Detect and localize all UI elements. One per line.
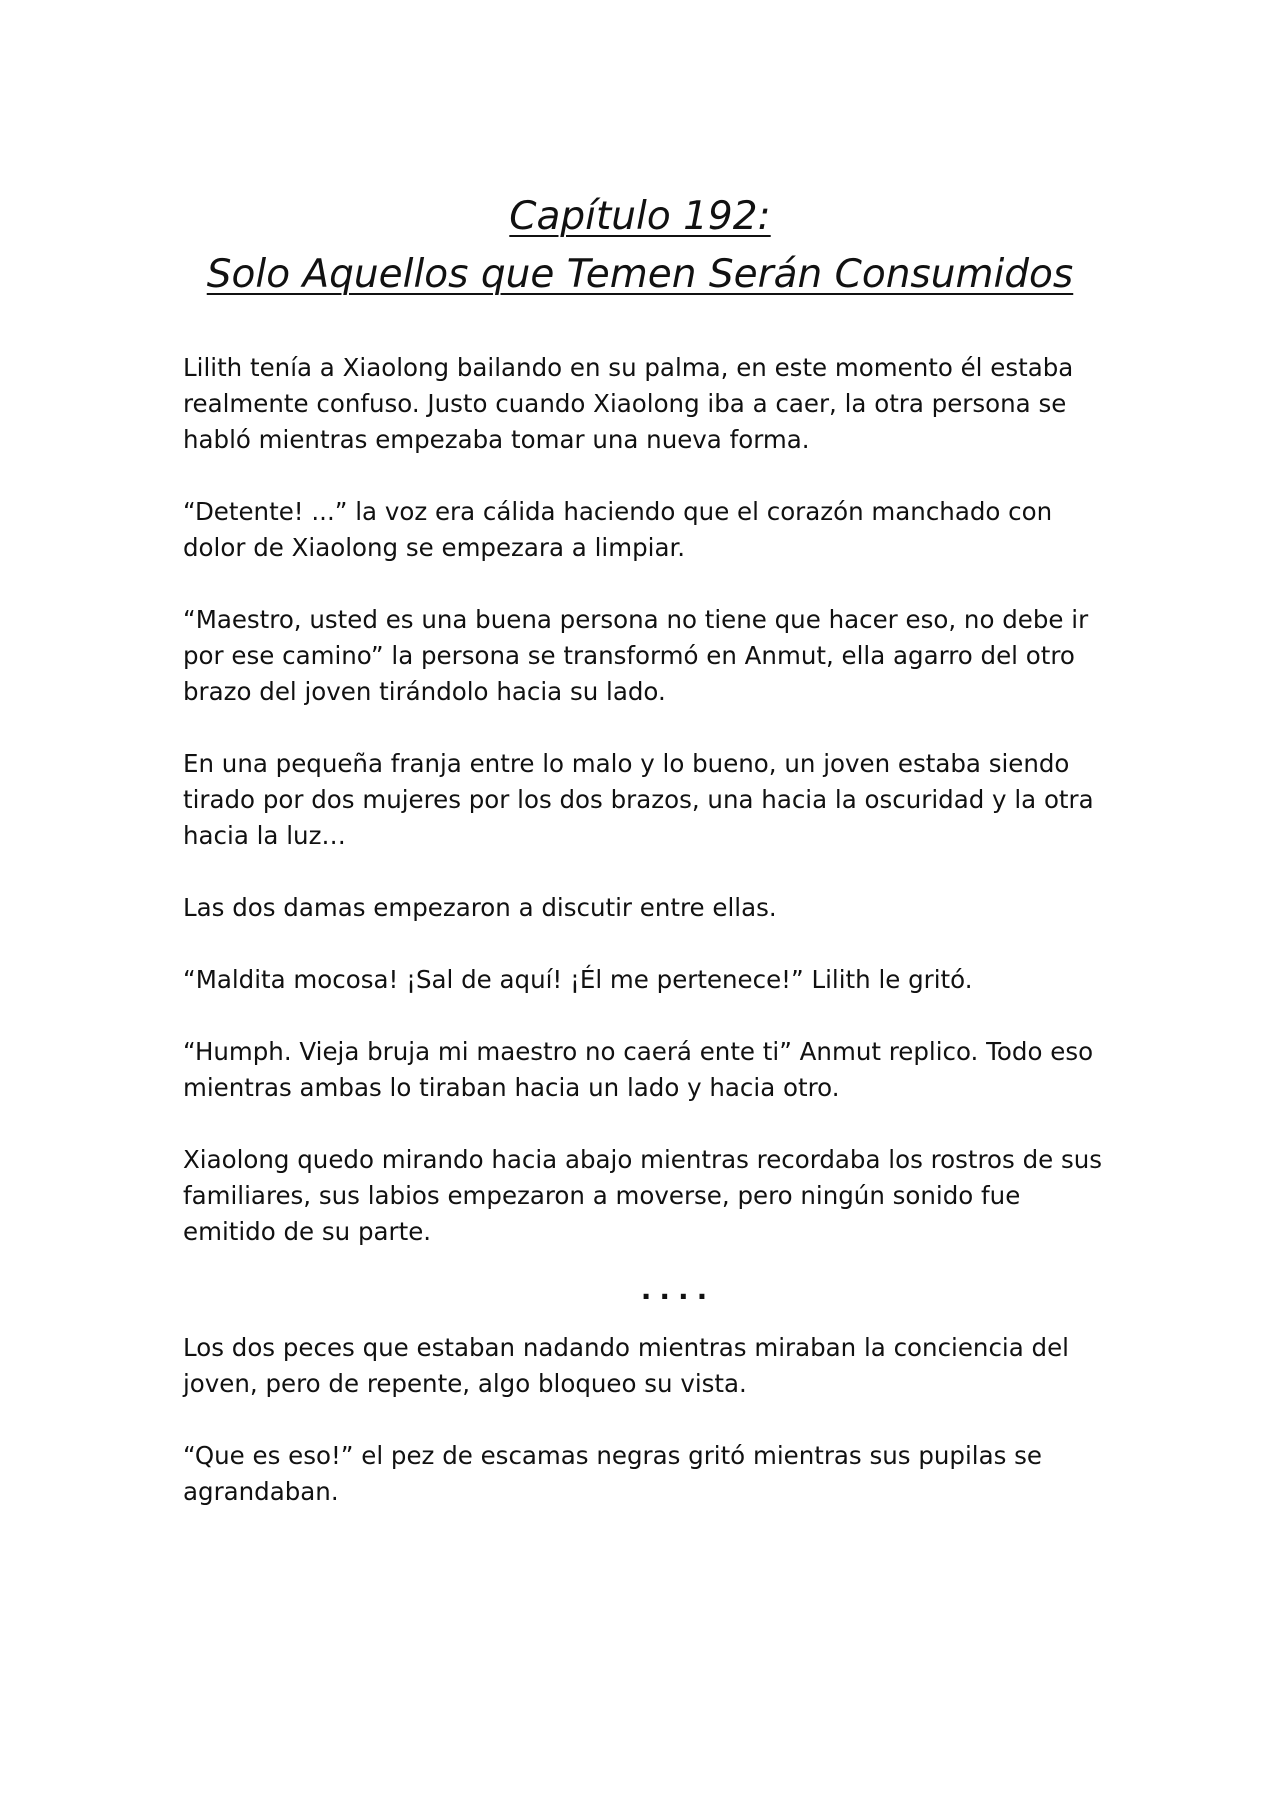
- scene-separator: ....: [640, 1273, 716, 1306]
- paragraph: En una pequeña franja entre lo malo y lo bueno, un joven estaba siendo tirado por dos mujeres por los dos brazos, una hacia la oscuridad y la otra hacia la luz…: [183, 749, 1094, 850]
- chapter-body: [183, 350, 1113, 1546]
- chapter-number: Capítulo 192:: [509, 194, 771, 239]
- paragraph: “Maldita mocosa! ¡Sal de aquí! ¡Él me pertenece!” Lilith le gritó.: [183, 965, 973, 994]
- paragraph: Las dos damas empezaron a discutir entre ellas.: [183, 893, 777, 922]
- paragraph: “Humph. Vieja bruja mi maestro no caerá ente ti” Anmut replico. Todo eso mientras ambas lo tiraban hacia un lado y hacia otro.: [183, 1037, 1094, 1102]
- paragraph: Los dos peces que estaban nadando mientras miraban la conciencia del joven, pero de repente, algo bloqueo su vista.: [183, 1333, 1069, 1398]
- paragraph: “Maestro, usted es una buena persona no tiene que hacer eso, no debe ir por ese camino” la persona se transformó en Anmut, ella agarro del otro brazo del joven tirándolo hacia su lado.: [183, 605, 1089, 706]
- paragraph: “Detente! ...” la voz era cálida haciendo que el corazón manchado con dolor de Xiaolong se empezara a limpiar.: [183, 497, 1053, 562]
- paragraph: “Que es eso!” el pez de escamas negras gritó mientras sus pupilas se agrandaban.: [183, 1441, 1042, 1506]
- chapter-title: [0, 188, 1280, 304]
- paragraph: Lilith tenía a Xiaolong bailando en su palma, en este momento él estaba realmente confuso. Justo cuando Xiaolong iba a caer, la otra persona se habló mientras empezaba tomar una nueva forma.: [183, 353, 1074, 454]
- paragraph: Xiaolong quedo mirando hacia abajo mientras recordaba los rostros de sus familiares, sus labios empezaron a moverse, pero ningún sonido fue emitido de su parte.: [183, 1145, 1103, 1246]
- chapter-name: Solo Aquellos que Temen Serán Consumidos: [206, 252, 1074, 297]
